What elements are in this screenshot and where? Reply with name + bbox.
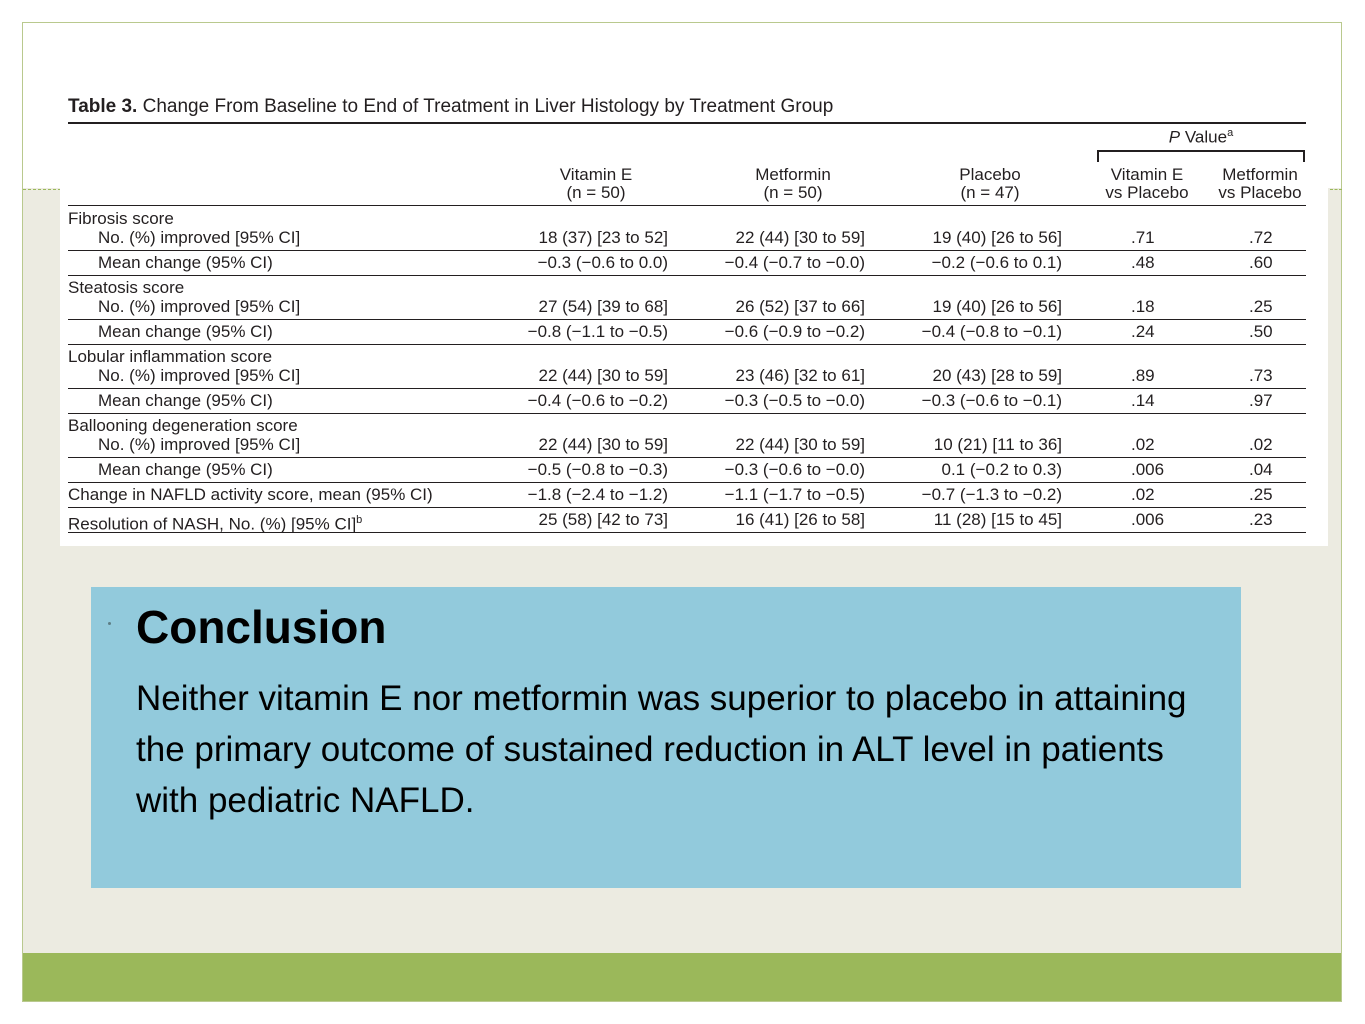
column-header-line2: (n = 47): [960, 183, 1020, 202]
p-value-cell: .23: [1249, 510, 1273, 529]
row-label: Mean change (95% CI): [98, 460, 273, 479]
header-bottom-rule: [68, 205, 1306, 206]
p-value-word: Value: [1184, 127, 1228, 147]
p-value-cell: .006: [1131, 510, 1165, 529]
table-cell: −0.2 (−0.6 to 0.1): [931, 253, 1062, 272]
row-label: No. (%) improved [95% CI]: [98, 435, 301, 454]
p-value-cell: .18: [1131, 297, 1155, 316]
group-divider: [68, 413, 1306, 414]
p-value-cell: .04: [1249, 460, 1273, 479]
footer-bar: [23, 953, 1341, 1001]
table-figure: [60, 78, 1328, 546]
table-cell: −0.7 (−1.3 to −0.2): [921, 485, 1062, 504]
group-label: Steatosis score: [68, 278, 185, 297]
row-label: Mean change (95% CI): [98, 391, 273, 410]
table-cell: 16 (41) [26 to 58]: [735, 510, 865, 529]
row-divider: [68, 319, 1306, 320]
table-cell: 22 (44) [30 to 59]: [538, 435, 668, 454]
table-cell: 27 (54) [39 to 68]: [538, 297, 668, 316]
table-cell: 20 (43) [28 to 59]: [932, 366, 1062, 385]
group-divider: [68, 275, 1306, 276]
column-header-line1: Metformin: [1222, 165, 1298, 184]
table-cell: 22 (44) [30 to 59]: [538, 366, 668, 385]
column-header-line2: (n = 50): [566, 183, 626, 202]
table-title: [68, 96, 833, 118]
p-value-cell: .02: [1131, 485, 1155, 504]
table-cell: 22 (44) [30 to 59]: [735, 435, 865, 454]
row-label: Mean change (95% CI): [98, 322, 273, 341]
column-header-line1: Vitamin E: [559, 165, 633, 184]
row-divider: [68, 507, 1306, 508]
p-value-cell: .89: [1131, 366, 1155, 385]
table-cell: 23 (46) [32 to 61]: [735, 366, 865, 385]
row-label: No. (%) improved [95% CI]: [98, 228, 301, 247]
group-divider: [68, 482, 1306, 483]
table-bottom-rule: [68, 532, 1306, 533]
column-header-line2: vs Placebo: [1218, 183, 1302, 202]
table-cell: −1.1 (−1.7 to −0.5): [724, 485, 865, 504]
group-label: Ballooning degeneration score: [68, 416, 298, 435]
footnote-marker: b: [356, 514, 363, 526]
group-label: Lobular inflammation score: [68, 347, 273, 366]
p-value-cell: .71: [1131, 228, 1155, 247]
table-cell: −0.4 (−0.6 to −0.2): [527, 391, 668, 410]
p-value-cell: .006: [1131, 460, 1165, 479]
p-value-header: [1097, 127, 1305, 148]
table-cell: −0.3 (−0.6 to −0.0): [724, 460, 865, 479]
table-cell: 25 (58) [42 to 73]: [538, 510, 668, 529]
p-value-cell: .25: [1249, 485, 1273, 504]
p-value-cell: .02: [1249, 435, 1273, 454]
table-cell: 19 (40) [26 to 56]: [932, 228, 1062, 247]
group-label: Fibrosis score: [68, 209, 174, 228]
divider-dashed-right: [1330, 189, 1342, 190]
table-top-rule: [68, 122, 1306, 124]
table-cell: −0.3 (−0.5 to −0.0): [724, 391, 865, 410]
p-value-cell: .73: [1249, 366, 1273, 385]
table-cell: 11 (28) [15 to 45]: [933, 510, 1062, 529]
table-cell: −1.8 (−2.4 to −1.2): [527, 485, 668, 504]
p-value-italic: P: [1168, 127, 1181, 147]
row-label-text: Resolution of NASH, No. (%) [95% CI]: [68, 514, 357, 534]
table-cell: −0.3 (−0.6 to 0.0): [537, 253, 668, 272]
p-value-cell: .72: [1249, 228, 1273, 247]
column-header-line1: Vitamin E: [1110, 165, 1184, 184]
p-value-cell: .50: [1249, 322, 1273, 341]
table-cell: 18 (37) [23 to 52]: [538, 228, 668, 247]
row-label: Mean change (95% CI): [98, 253, 273, 272]
group-divider: [68, 344, 1306, 345]
p-value-cell: .48: [1131, 253, 1155, 272]
table-cell: 26 (52) [37 to 66]: [735, 297, 865, 316]
p-value-cell: .25: [1249, 297, 1273, 316]
table-cell: 19 (40) [26 to 56]: [932, 297, 1062, 316]
column-header: [526, 166, 666, 202]
table-cell: −0.8 (−1.1 to −0.5): [527, 322, 668, 341]
column-header-line1: Placebo: [959, 165, 1021, 184]
p-value-cell: .02: [1131, 435, 1155, 454]
divider-dashed-left: [23, 189, 61, 190]
conclusion-body: Neither vitamin E nor metformin was superior to placebo in attaining the primary outcome of sustained reduction in ALT level in patients with pediatric NAFLD.: [136, 679, 1187, 820]
column-header: [920, 166, 1060, 202]
table-cell: −0.4 (−0.7 to −0.0): [724, 253, 865, 272]
p-value-cell: .14: [1131, 391, 1155, 410]
column-header: [723, 166, 863, 202]
bullet-dot: [108, 622, 111, 625]
p-value-cell: .97: [1249, 391, 1273, 410]
row-divider: [68, 250, 1306, 251]
row-divider: [68, 388, 1306, 389]
p-value-bracket: [1097, 150, 1305, 162]
table-title-number: Table 3.: [68, 96, 138, 117]
table-cell: 0.1 (−0.2 to 0.3): [941, 460, 1062, 479]
table-cell: −0.5 (−0.8 to −0.3): [527, 460, 668, 479]
conclusion-heading: Conclusion: [136, 601, 387, 653]
row-label: Change in NAFLD activity score, mean (95% CI): [68, 485, 433, 504]
row-divider: [68, 457, 1306, 458]
column-header-line2: (n = 50): [763, 183, 823, 202]
table-title-text: Change From Baseline to End of Treatment in Liver Histology by Treatment Group: [142, 96, 834, 117]
table-cell: −0.3 (−0.6 to −0.1): [921, 391, 1062, 410]
table-cell: −0.6 (−0.9 to −0.2): [724, 322, 865, 341]
p-value-footnote: a: [1227, 127, 1234, 139]
column-header-line1: Metformin: [755, 165, 831, 184]
p-value-cell: .24: [1131, 322, 1155, 341]
column-header: [1190, 166, 1330, 202]
table-cell: 22 (44) [30 to 59]: [735, 228, 865, 247]
row-label: No. (%) improved [95% CI]: [98, 366, 301, 385]
row-label: No. (%) improved [95% CI]: [98, 297, 301, 316]
table-cell: −0.4 (−0.8 to −0.1): [921, 322, 1062, 341]
column-header-line2: vs Placebo: [1105, 183, 1189, 202]
table-cell: 10 (21) [11 to 36]: [933, 435, 1062, 454]
p-value-cell: .60: [1249, 253, 1273, 272]
row-label: [68, 510, 362, 535]
